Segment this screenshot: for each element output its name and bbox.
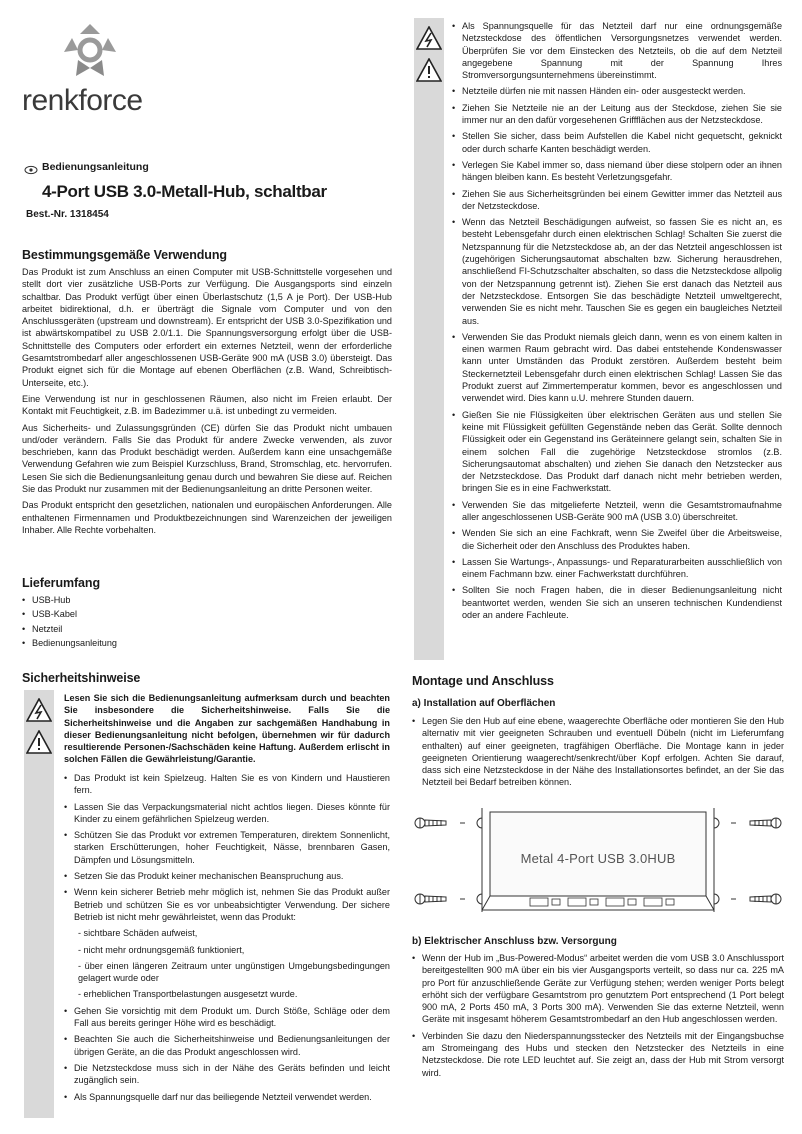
list-item: • Bedienungsanleitung <box>22 637 392 649</box>
list-item: • Lassen Sie Wartungs-, Anpassungs- und Reparaturarbeiten ausschließlich von einem Fachmann bzw. einer Fachwerkstatt durchführen. <box>452 556 782 581</box>
installation-list <box>412 715 784 793</box>
list-item: • Gießen Sie nie Flüssigkeiten über elektrischen Geräten aus und stellen Sie keine mit Flüssigkeit gefüllten Gegenstände neben das Gerät. Sollte dennoch Flüssigkeit oder ein Gegenstand ins Geräteinnere gelangt sein, schalten Sie in einem solchen Fall die zugehörige Netzsteckdose stromlos (z.B. Sicherungsautomat abschalten) und ziehen Sie danach den Netzstecker aus der Netzsteckdose. Das Produkt darf danach nicht mehr betrieben werden, bringen Sie es in eine Fachwerkstatt. <box>452 409 782 495</box>
sub-list-item: - erheblichen Transportbelastungen ausgesetzt wurde. <box>78 989 298 1000</box>
subheading-power: b) Elektrischer Anschluss bzw. Versorgung <box>412 936 617 947</box>
list-item: • Verbinden Sie dazu den Niederspannungsstecker des Netzteils mit der Eingangsbuchse am Stromeingang des Hubs und stecken den Netzstecker des Netzteils in eine Netzsteckdose. Die rote LED leuchtet auf. Sie zeigt an, dass der Hub mit Strom versorgt wird. <box>412 1030 784 1079</box>
safety-intro: Lesen Sie sich die Bedienungsanleitung aufmerksam durch und beachten Sie insbesondere die Sicherheitshinweise. Falls Sie die Sicherheitshinweise und die Angaben zur sachgemäßen Handhabung in dieser Bedienungsanleitung nicht befolgen, übernehmen wir für dadurch resultierende Personen-/Sachschäden keine Haftung. Außerdem erlischt in solchen Fällen die Gewährleistung/Garantie. <box>64 693 390 765</box>
list-item: • Das Produkt ist kein Spielzeug. Halten Sie es von Kindern und Haustieren fern. <box>64 772 390 797</box>
list-item: • Legen Sie den Hub auf eine ebene, waagerechte Oberfläche oder montieren Sie den Hub alternativ mit vier geeigneten Schrauben und eventuell Dübeln (nicht im Lieferumfang enthalten) auf einer geeigneten, tragfähigen Oberfläche. Die Montage kann in jeder geeigneten Orientierung waagerecht/senkrecht/über Kopf erfolgen. Achten Sie darauf, dass sich eine Netzsteckdose in der Nähe des Installationsortes befindet, an der Sie das Netzteil bei Bedarf betreiben können. <box>412 715 784 789</box>
electric-hazard-icon <box>416 26 442 55</box>
warning-icon <box>416 58 442 87</box>
sub-list-item: - nicht mehr ordnungsgemäß funktioniert, <box>78 944 245 955</box>
list-item: • Wenden Sie sich an eine Fachkraft, wenn Sie Zweifel über die Arbeitsweise, die Sicherheit oder den Anschluss des Produktes haben. <box>452 527 782 552</box>
eye-icon <box>24 162 38 172</box>
electric-hazard-icon <box>26 698 52 727</box>
list-item: • Verwenden Sie das Produkt niemals gleich dann, wenn es von einem kalten in einen warmen Raum gebracht wird. Das dabei entstehende Kondenswasser kann unter Umständen das Produkt zerstören. Außerdem besteht beim Steckernetzteil Lebensgefahr durch einen elektrischen Schlag! Lassen Sie das Produkt zuerst auf Zimmertemperatur kommen, bevor es angeschlossen und verwendet wird. Dies kann u.U. mehrere Stunden dauern. <box>452 331 782 405</box>
sub-list-item: - über einen längeren Zeitraum unter ungünstigen Umgebungsbedingungen gelagert wurde oder <box>78 960 390 984</box>
list-item: • USB-Hub <box>22 594 392 606</box>
list-item: • Wenn kein sicherer Betrieb mehr möglich ist, nehmen Sie das Produkt außer Betrieb und schützen Sie es vor unbeabsichtigter Verwendung. Der sichere Betrieb ist nicht mehr gewährleistet, wenn das Produkt: <box>64 886 390 923</box>
safety-list-left <box>64 772 390 1107</box>
list-item: • Lassen Sie das Verpackungsmaterial nicht achtlos liegen. Dieses könnte für Kinder zu einem gefährlichen Spielzeug werden. <box>64 801 390 826</box>
paragraph: Aus Sicherheits- und Zulassungsgründen (CE) dürfen Sie das Produkt nicht umbauen und/oder verändern. Falls Sie das Produkt für andere Zwecke verwenden, als zuvor beschrieben, kann das Produkt beschädigt werden. Außerdem kann eine unsachgemäße Verwendung Gefahren wie zum Beispiel Kurzschluss, Brand, Stromschlag, etc. hervorrufen. Lesen Sie sich die Bedienungsanleitung genau durch und bewahren Sie diese auf. Reichen Sie das Produkt nur zusammen mit der Bedienungsanleitung an dritte Personen weiter. <box>22 422 392 495</box>
sub-list-item: - sichtbare Schäden aufweist, <box>78 928 198 939</box>
section-heading-intended-use: Bestimmungsgemäße Verwendung <box>22 248 227 262</box>
brand-logo-icon <box>58 20 122 80</box>
list-item: • Als Spannungsquelle für das Netzteil darf nur eine ordnungsgemäße Netzsteckdose des öffentlichen Versorgungsnetzes verwendet werden. Überprüfen Sie vor dem Einstecken des Netzteils, ob die auf dem Netzteil angegebene Spannung mit der Spannung Ihres Stromversorgungsunternehmens übereinstimmt. <box>452 20 782 81</box>
warning-icon <box>26 730 52 759</box>
safety-list-right <box>452 20 782 625</box>
paragraph: Eine Verwendung ist nur in geschlossenen Räumen, also nicht im Freien erlaubt. Der Kontakt mit Feuchtigkeit, z.B. im Badezimmer u.ä. ist unbedingt zu vermeiden. <box>22 393 392 417</box>
order-number: Best.-Nr. 1318454 <box>26 209 109 220</box>
list-item: • Als Spannungsquelle darf nur das beiliegende Netzteil verwendet werden. <box>64 1091 390 1103</box>
list-item: • Sollten Sie noch Fragen haben, die in dieser Bedienungsanleitung nicht beantwortet werden, wenden Sie sich an unseren technischen Kundendienst oder an andere Fachleute. <box>452 584 782 621</box>
paragraph: Das Produkt ist zum Anschluss an einen Computer mit USB-Schnittstelle vorgesehen und stellt dort vier zusätzliche USB-Ports zur Verfügung. Die Ausgangsports sind einzeln schaltbar. Das Produkt verfügt über einen Überlastschutz (1,5 A je Port). Der USB-Hub arbeitet bidirektional, d.h. er überträgt die Signale vom Computer und von den Anschlussgeräten (upstream und downstream). Er entspricht der USB 3.0-Spezifikation und ist abwärtskompatibel zu USB 2.0/1.1. Die Spannungsversorgung erfolgt über die USB-Schnittstelle des Computers oder erfordert ein externes Netzteil, wenn der erforderliche Gesamtstrombedarf aller angeschlossenen USB-Geräte 900 mA (USB 3.0) übersteigt. Das Produkt eignet sich für die Montage auf ebenen Oberflächen (z.B. Wand, Schreibtisch-Unterseite, etc.). <box>22 267 392 388</box>
list-item: • USB-Kabel <box>22 608 392 620</box>
intended-use-text <box>22 266 392 540</box>
subheading-installation: a) Installation auf Oberflächen <box>412 698 556 709</box>
list-item: • Verwenden Sie das mitgelieferte Netzteil, wenn die Gesamtstromaufnahme aller angeschlossenen USB-Geräte 900 mA (USB 3.0) überschreitet. <box>452 499 782 524</box>
list-item: • Netzteile dürfen nie mit nassen Händen ein- oder ausgesteckt werden. <box>452 85 782 97</box>
list-item: • Setzen Sie das Produkt keiner mechanischen Beanspruchung aus. <box>64 870 390 882</box>
screw-icon <box>731 818 781 904</box>
list-item: • Wenn das Netzteil Beschädigungen aufweist, so fassen Sie es nicht an, es besteht Lebensgefahr durch einen elektrischen Schlag! Schalten Sie zuerst die Netzspannung für die Netzsteckdose ab, an der das Netzteil angeschlossen ist (zugehörigen Sicherungsautomat abschalten bzw. Sicherung herausdrehen, anschließend FI-Schutzschalter abschalten, so dass die Netzsteckdose allpolig von der Netzspannung getrennt ist). Ziehen Sie erst danach das Netzteil aus der Netzsteckdose. Entsorgen Sie das beschädigte Netzteil umweltgerecht, verwenden Sie es nicht mehr. Tauschen Sie es gegen ein baugleiches Netzteil aus. <box>452 216 782 327</box>
section-heading-delivery: Lieferumfang <box>22 576 100 590</box>
paragraph: Das Produkt entspricht den gesetzlichen, nationalen und europäischen Anforderungen. Alle enthaltenen Firmennamen und Produktbezeichnungen sind Warenzeichen der jeweiligen Inhaber. Alle Rechte vorbehalten. <box>22 500 392 535</box>
delivery-list <box>22 594 392 651</box>
list-item: • Ziehen Sie Netzteile nie an der Leitung aus der Steckdose, ziehen Sie sie immer nur an den dafür vorgesehenen Griffflächen aus der Netzsteckdose. <box>452 102 782 127</box>
list-item: • Gehen Sie vorsichtig mit dem Produkt um. Durch Stöße, Schläge oder dem Fall aus bereits geringer Höhe wird es beschädigt. <box>64 1005 390 1030</box>
doc-type: Bedienungsanleitung <box>42 161 149 173</box>
list-item: • Beachten Sie auch die Sicherheitshinweise und Bedienungsanleitungen der übrigen Geräte, an die das Produkt angeschlossen wird. <box>64 1033 390 1058</box>
list-item: • Die Netzsteckdose muss sich in der Nähe des Geräts befinden und leicht zugänglich sein. <box>64 1062 390 1087</box>
power-list <box>412 952 784 1083</box>
list-item: • Stellen Sie sicher, dass beim Aufstellen die Kabel nicht gequetscht, geknickt oder durch scharfe Kanten beschädigt werden. <box>452 130 782 155</box>
brand-name: renkforce <box>22 84 143 117</box>
list-item: • Ziehen Sie aus Sicherheitsgründen bei einem Gewitter immer das Netzteil aus der Netzsteckdose. <box>452 188 782 213</box>
list-item: • Verlegen Sie Kabel immer so, dass niemand über diese stolpern oder an ihnen hängen bleiben kann. Es besteht Verletzungsgefahr. <box>452 159 782 184</box>
list-item: • Wenn der Hub im „Bus-Powered-Modus“ arbeitet werden die vom USB 3.0 Anschlussport bereitgestellten 900 mA über ein bis vier Ausgangsports verteilt, so dass nur ca. 225 mA pro Port für anzuschließende Geräte zur Verfügung stehen; werden weniger Ports belegt erhöht sich der verfügbare Gesamtstrom pro genutztem Port entsprechend (1 Port belegt 900 mA, 2 Ports 450 mA, 3 Ports 300 mA). Verwenden Sie das externe Netzteil, wenn Geräte mit insgesamt höherem Gesamtstrombedarf an den Hub angeschlossen werden. <box>412 952 784 1026</box>
page-title: 4-Port USB 3.0-Metall-Hub, schaltbar <box>42 182 327 201</box>
hub-label: Metal 4-Port USB 3.0HUB <box>520 851 676 866</box>
screw-icon <box>415 818 465 904</box>
list-item: • Schützen Sie das Produkt vor extremen Temperaturen, direktem Sonnenlicht, starken Erschütterungen, hoher Feuchtigkeit, Nässe, brennbaren Gasen, Dämpfen und Lösungsmitteln. <box>64 829 390 866</box>
warning-sidebar-right <box>414 18 444 660</box>
section-heading-mounting: Montage und Anschluss <box>412 674 554 688</box>
section-heading-safety: Sicherheitshinweise <box>22 671 141 685</box>
list-item: • Netzteil <box>22 623 392 635</box>
